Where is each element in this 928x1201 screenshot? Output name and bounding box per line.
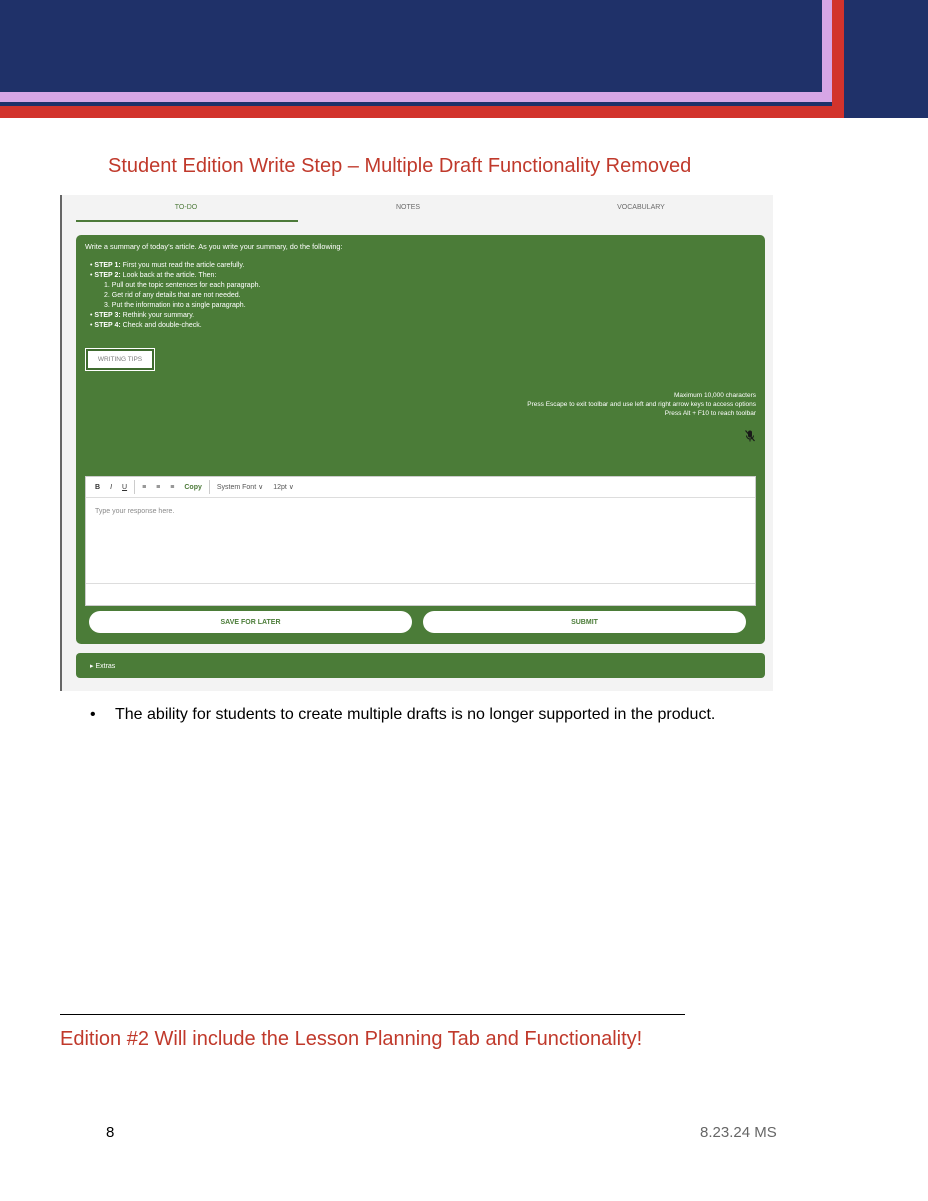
tab-vocabulary[interactable]: VOCABULARY (617, 204, 665, 211)
page-date-stamp: 8.23.24 MS (700, 1124, 777, 1141)
toolbar-divider (134, 480, 135, 494)
align-left-icon[interactable]: ≡ (142, 483, 147, 491)
banner-pink-stripe-vertical (822, 0, 832, 102)
extras-expander[interactable]: ▸ Extras (76, 653, 765, 678)
footnote-text: Edition #2 Will include the Lesson Planning Tab and Functionality! (60, 1028, 643, 1050)
save-for-later-button[interactable]: SAVE FOR LATER (89, 611, 412, 633)
response-placeholder[interactable]: Type your response here. (95, 508, 175, 515)
step-item: • STEP 1: First you must read the article carefully. (90, 262, 245, 269)
align-center-icon[interactable]: ≡ (156, 483, 161, 491)
bold-button[interactable]: B (95, 483, 101, 491)
submit-button[interactable]: SUBMIT (423, 611, 746, 633)
write-panel (76, 235, 765, 644)
page-number: 8 (106, 1124, 115, 1141)
microphone-muted-icon[interactable] (745, 430, 755, 445)
bullet-dot-icon: • (90, 706, 96, 723)
step-item: • STEP 3: Rethink your summary. (90, 312, 195, 319)
banner-pink-stripe (0, 92, 830, 102)
tab-notes[interactable]: NOTES (395, 204, 421, 211)
max-characters-note: Maximum 10,000 characters (673, 392, 756, 399)
editor-notes (527, 391, 756, 418)
bullet-item (90, 706, 715, 724)
step-item: • STEP 2: Look back at the article. Then: (90, 272, 217, 279)
font-size-select[interactable]: 12pt ∨ (273, 484, 294, 491)
footnote-rule (60, 1014, 685, 1015)
underline-button[interactable]: U (122, 483, 128, 491)
writing-tips-button[interactable]: WRITING TIPS (86, 349, 154, 370)
active-tab-indicator (76, 220, 298, 222)
tab-bar (76, 195, 772, 223)
step-item: • STEP 4: Check and double-check. (90, 322, 202, 329)
bullet-text: The ability for students to create multiple drafts is no longer supported in the product. (115, 706, 716, 723)
embedded-screenshot (60, 195, 773, 691)
editor-status-bar (86, 583, 755, 605)
align-right-icon[interactable]: ≡ (170, 483, 175, 491)
banner-red-stripe (0, 106, 844, 118)
copy-button[interactable]: Copy (184, 483, 202, 491)
substep-item: 1. Pull out the topic sentences for each paragraph. (104, 282, 261, 289)
editor-toolbar (86, 477, 755, 498)
alt-f10-note: Press Alt + F10 to reach toolbar (664, 410, 756, 417)
response-editor[interactable] (85, 476, 756, 606)
document-title: Student Edition Write Step – Multiple Draft Functionality Removed (108, 155, 692, 177)
tab-todo[interactable]: TO-DO (174, 204, 198, 211)
header-banner (0, 0, 928, 118)
toolbar-divider (209, 480, 210, 494)
instructions-intro: Write a summary of today’s article. As you write your summary, do the following: (85, 242, 343, 251)
steps-list (90, 261, 260, 331)
escape-toolbar-note: Press Escape to exit toolbar and use left and right arrow keys to access options (527, 401, 756, 408)
substep-item: 3. Put the information into a single paragraph. (104, 302, 246, 309)
substep-item: 2. Get rid of any details that are not needed. (104, 292, 241, 299)
italic-button[interactable]: I (110, 483, 113, 491)
banner-red-stripe-vertical (832, 0, 844, 118)
font-family-select[interactable]: System Font ∨ (216, 484, 264, 491)
